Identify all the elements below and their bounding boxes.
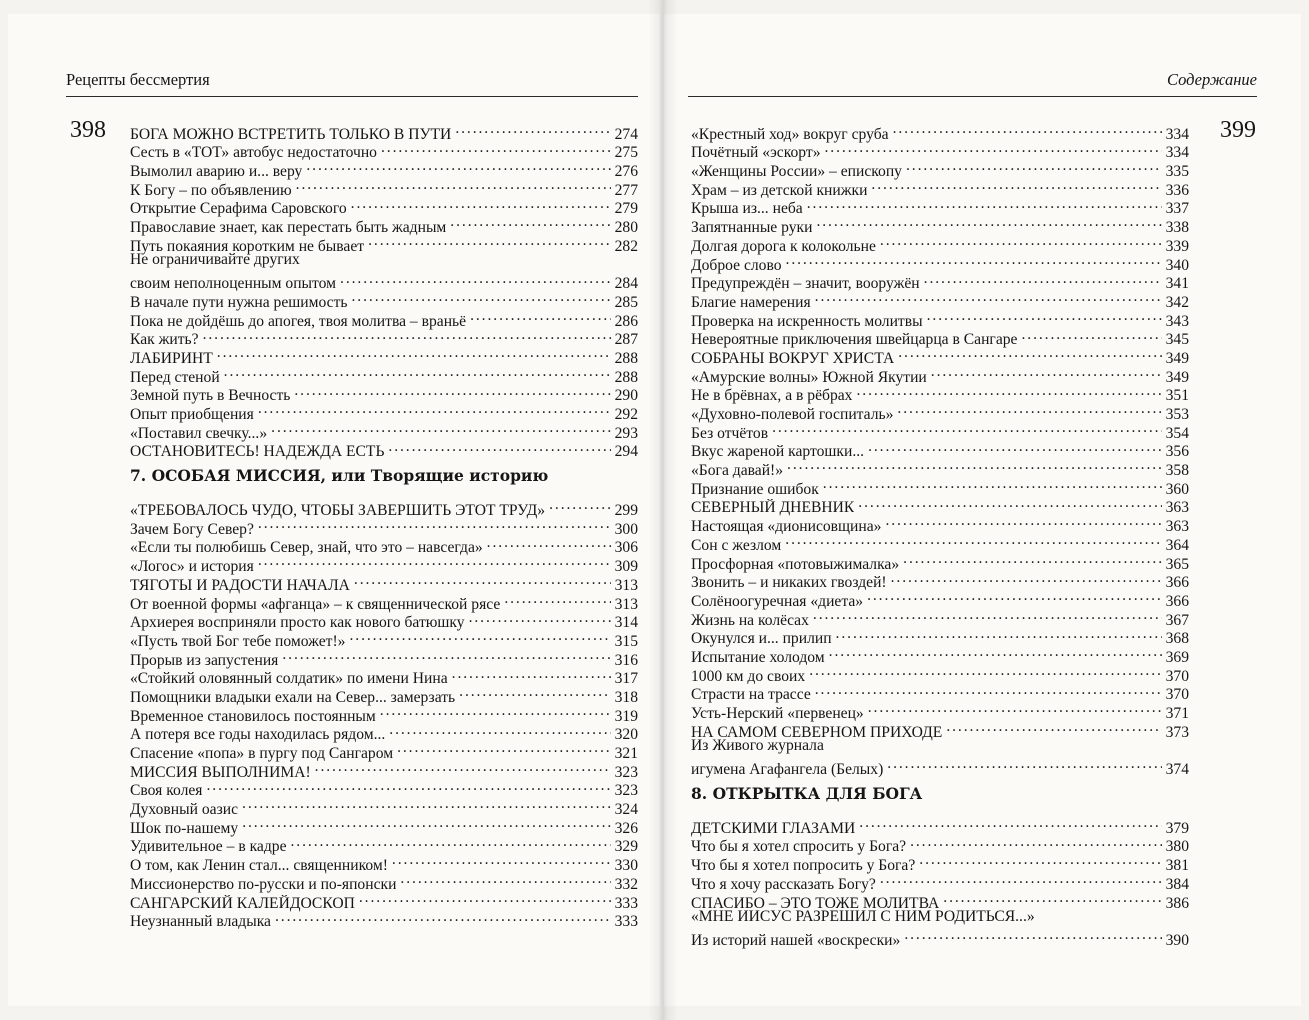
toc-entry-page: 365 xyxy=(1165,555,1189,573)
toc-entry-page: 364 xyxy=(1165,536,1189,554)
toc-entry-title: Храм – из детской книжки xyxy=(691,181,868,199)
dot-leader xyxy=(242,814,610,833)
toc-entry-page: 333 xyxy=(614,894,638,912)
dot-leader xyxy=(354,571,611,590)
toc-entry-title: Из историй нашей «воскрески» xyxy=(691,931,901,949)
toc-entry-title: Не в брёвнах, а в рёбрах xyxy=(691,387,853,405)
toc-entry-title: «Духовно-полевой госпиталь» xyxy=(691,406,894,423)
toc-entry-page: 300 xyxy=(614,520,638,538)
toc-entry-page: 294 xyxy=(614,443,638,461)
toc-entry-title: Страсти на трассе xyxy=(691,686,811,704)
dot-leader xyxy=(946,718,1161,737)
dot-leader xyxy=(856,382,1161,401)
toc-right xyxy=(691,120,1189,949)
toc-entry-page: 317 xyxy=(614,670,638,688)
toc-entry-title: Помощники владыки ехали на Север... замерзать xyxy=(130,688,456,706)
dot-leader xyxy=(885,512,1161,531)
toc-entry-title: ЛАБИРИНТ xyxy=(130,349,213,367)
toc-entry xyxy=(691,120,1189,143)
toc-entry-title: Временное становилось постоянным xyxy=(130,707,376,725)
dot-leader xyxy=(813,606,1162,625)
dot-leader xyxy=(858,494,1161,513)
dot-leader xyxy=(910,833,1162,852)
toc-entry-page: 329 xyxy=(614,838,638,856)
toc-entry-page: 277 xyxy=(614,181,638,199)
toc-entry-title: СЕВЕРНЫЙ ДНЕВНИК xyxy=(691,499,855,517)
toc-entry-page: 371 xyxy=(1165,705,1189,722)
toc-entry-title: «ТРЕБОВАЛОСЬ ЧУДО, ЧТОБЫ ЗАВЕРШИТЬ ЭТОТ ТРУД» xyxy=(130,502,546,520)
toc-entry-title: ОСТАНОВИТЕСЬ! НАДЕЖДА ЕСТЬ xyxy=(130,443,385,461)
toc-entry-page: 274 xyxy=(614,125,638,143)
toc-entry-title: своим неполноценным опытом xyxy=(130,275,337,293)
dot-leader xyxy=(815,681,1162,700)
toc-entry-page: 336 xyxy=(1165,181,1189,199)
toc-entry-page: 366 xyxy=(1165,574,1189,592)
dot-leader xyxy=(880,232,1162,251)
toc-entry-title: СПАСИБО – ЭТО ТОЖЕ МОЛИТВА xyxy=(691,894,940,912)
toc-entry-page: 374 xyxy=(1165,761,1189,779)
toc-entry-title: ДЕТСКИМИ ГЛАЗАМИ xyxy=(691,819,856,837)
toc-entry-title: Невероятные приключения швейцарца в Сангаре xyxy=(691,331,1018,349)
dot-leader xyxy=(549,496,611,515)
dot-leader xyxy=(893,120,1162,139)
toc-entry-title: Спасение «попа» в пургу под Сангаром xyxy=(130,745,394,762)
book-gutter xyxy=(648,0,678,1020)
dot-leader xyxy=(1021,326,1161,345)
toc-entry-title: Как жить? xyxy=(130,331,199,349)
toc-entry-page: 386 xyxy=(1165,894,1189,912)
toc-entry-page: 381 xyxy=(1165,857,1189,875)
dot-leader xyxy=(772,419,1162,438)
toc-entry-title: Вымолил аварию и... веру xyxy=(130,163,303,181)
dot-leader xyxy=(217,344,611,363)
toc-entry-page: 313 xyxy=(614,576,638,594)
toc-entry-title: Не ограничивайте других xyxy=(130,250,300,268)
toc-entry-title: Что бы я хотел спросить у Бога? xyxy=(691,838,907,856)
toc-entry xyxy=(130,270,638,293)
toc-entry-title: Запятнанные руки xyxy=(691,219,813,237)
left-page xyxy=(8,14,660,1006)
dot-leader xyxy=(904,926,1161,945)
toc-entry-page: 318 xyxy=(614,688,638,706)
toc-entry-page: 368 xyxy=(1165,630,1189,648)
dot-leader xyxy=(924,270,1162,289)
dot-leader xyxy=(836,625,1162,644)
toc-entry-title: Открытие Серафима Саровского xyxy=(130,200,347,218)
toc-entry-title: В начале пути нужна решимость xyxy=(130,293,348,311)
toc-entry-title: Доброе слово xyxy=(691,256,782,274)
toc-entry-title: Что я хочу рассказать Богу? xyxy=(691,875,876,893)
toc-entry-page: 356 xyxy=(1165,443,1189,461)
toc-entry-page: 313 xyxy=(614,595,638,613)
dot-leader xyxy=(296,176,611,195)
toc-entry xyxy=(691,926,1189,949)
toc-entry-page: 363 xyxy=(1165,518,1189,536)
toc-entry-page: 369 xyxy=(1165,648,1189,666)
toc-entry-title: Сесть в «ТОТ» автобус недостаточно xyxy=(130,144,377,162)
dot-leader xyxy=(807,195,1162,214)
toc-entry-page: 279 xyxy=(614,200,638,218)
toc-entry xyxy=(691,755,1189,779)
toc-entry-page: 384 xyxy=(1165,875,1189,893)
toc-entry-title: Испытание холодом xyxy=(691,648,825,666)
toc-entry-page: 335 xyxy=(1165,163,1189,181)
toc-entry-title: Православие знает, как перестать быть жадным xyxy=(130,219,447,237)
toc-entry-title: «Стойкий оловянный солдатик» по имени Нина xyxy=(130,670,448,688)
toc-entry-page: 380 xyxy=(1165,838,1189,856)
toc-entry-page: 354 xyxy=(1165,424,1189,442)
toc-entry-title: МИССИЯ ВЫПОЛНИМА! xyxy=(130,763,311,781)
dot-leader xyxy=(351,195,611,214)
toc-entry xyxy=(130,326,638,349)
dot-leader xyxy=(203,326,611,345)
dot-leader xyxy=(459,683,610,702)
toc-entry-title: Удивительное – в кадре xyxy=(130,838,287,856)
dot-leader xyxy=(380,702,611,721)
section-heading: 8. ОТКРЫТКА ДЛЯ БОГА xyxy=(691,784,923,804)
dot-leader xyxy=(943,889,1161,908)
toc-entry-title: Просфорная «потовыжималка» xyxy=(691,555,900,573)
dot-leader xyxy=(224,363,611,382)
dot-leader xyxy=(887,755,1161,774)
toc-entry-title: «Пусть твой Бог тебе поможет!» xyxy=(130,632,346,650)
toc-entry-title: Пока не дойдёшь до апогея, твоя молитва – враньё xyxy=(130,312,467,330)
dot-leader xyxy=(859,814,1161,833)
toc-entry-page: 293 xyxy=(614,424,638,442)
dot-leader xyxy=(867,587,1162,606)
toc-entry-page: 339 xyxy=(1165,237,1189,255)
dot-leader xyxy=(450,213,610,232)
toc-entry-page: 351 xyxy=(1165,387,1189,405)
toc-subheading: «МНЕ ИИСУС РАЗРЕШИЛ С НИМ РОДИТЬСЯ...» xyxy=(691,907,1035,925)
dot-leader xyxy=(397,739,611,758)
toc-entry-page: 284 xyxy=(614,275,638,293)
dot-leader xyxy=(919,851,1161,870)
toc-entry-page: 286 xyxy=(614,312,638,330)
toc-entry-title: Неузнанный владыка xyxy=(130,913,271,931)
toc-entry-page: 341 xyxy=(1165,275,1189,293)
toc-entry-title: «Если ты полюбишь Север, знай, что это – навсегда» xyxy=(130,539,483,557)
toc-entry-title: «Бога давай!» xyxy=(691,462,784,480)
toc-entry-page: 338 xyxy=(1165,219,1189,237)
toc-entry-title: Опыт приобщения xyxy=(130,406,254,423)
toc-entry-page: 324 xyxy=(614,801,638,819)
toc-entry-title: Окунулся и... прилип xyxy=(691,630,832,648)
toc-entry-page: 343 xyxy=(1165,312,1189,330)
dot-leader xyxy=(389,721,610,740)
page-number-right: 399 xyxy=(1220,117,1256,143)
dot-leader xyxy=(452,665,611,684)
toc-entry-page: 367 xyxy=(1165,611,1189,629)
toc-entry-page: 290 xyxy=(614,387,638,405)
dot-leader xyxy=(931,363,1162,382)
toc-entry-page: 315 xyxy=(614,632,638,650)
toc-entry-page: 390 xyxy=(1165,931,1189,949)
dot-leader xyxy=(898,344,1161,363)
toc-entry-title: «Амурские волны» Южной Якутии xyxy=(691,368,927,386)
dot-leader xyxy=(816,213,1161,232)
running-head-right: Содержание xyxy=(688,70,1257,97)
right-page xyxy=(664,14,1301,1006)
toc-entry-title: Проверка на искренность молитвы xyxy=(691,312,923,330)
dot-leader xyxy=(306,157,610,176)
toc-entry-page: 288 xyxy=(614,349,638,367)
toc-entry-title: О том, как Ленин стал... священником! xyxy=(130,857,388,875)
toc-left xyxy=(130,120,638,931)
toc-entry xyxy=(130,496,638,520)
dot-leader xyxy=(340,270,611,289)
dot-leader xyxy=(349,627,610,646)
toc-entry-title: Без отчётов xyxy=(691,424,769,442)
toc-entry-page: 320 xyxy=(614,726,638,744)
toc-entry-page: 299 xyxy=(614,502,638,520)
toc-entry-page: 280 xyxy=(614,219,638,237)
toc-entry-title: ТЯГОТЫ И РАДОСТИ НАЧАЛА xyxy=(130,576,350,594)
toc-entry-page: 370 xyxy=(1165,686,1189,704)
dot-leader xyxy=(903,550,1161,569)
toc-entry-title: Настоящая «дионисовщина» xyxy=(691,518,882,536)
toc-entry-page: 275 xyxy=(614,144,638,162)
toc-entry-page: 326 xyxy=(614,819,638,837)
toc-entry-title: К Богу – по объявлению xyxy=(130,181,292,199)
toc-entry-page: 345 xyxy=(1165,331,1189,349)
toc-entry-page: 288 xyxy=(614,368,638,386)
dot-leader xyxy=(825,139,1162,158)
dot-leader xyxy=(271,419,610,438)
toc-entry-title: Сон с жезлом xyxy=(691,536,782,554)
dot-leader xyxy=(291,833,611,852)
toc-entry-page: 337 xyxy=(1165,200,1189,218)
dot-leader xyxy=(927,307,1162,326)
toc-entry-title: Шок по-нашему xyxy=(130,819,239,837)
dot-leader xyxy=(787,456,1162,475)
toc-entry-title: Миссионерство по-русски и по-японски xyxy=(130,875,397,893)
dot-leader xyxy=(392,851,611,870)
toc-entry-title: НА САМОМ СЕВЕРНОМ ПРИХОДЕ xyxy=(691,723,943,741)
dot-leader xyxy=(469,609,611,628)
toc-entry-page: 366 xyxy=(1165,592,1189,610)
toc-entry-title: Признание ошибок xyxy=(691,480,819,498)
dot-leader xyxy=(880,870,1162,889)
toc-entry xyxy=(130,795,638,819)
toc-entry-page: 287 xyxy=(614,331,638,349)
toc-entry-page: 276 xyxy=(614,163,638,181)
toc-entry-title: САНГАРСКИЙ КАЛЕЙДОСКОП xyxy=(130,894,355,912)
dot-leader xyxy=(388,438,610,457)
toc-entry-page: 334 xyxy=(1165,144,1189,162)
dot-leader xyxy=(786,251,1162,270)
toc-entry-title: Солёноогуречная «диета» xyxy=(691,592,864,610)
dot-leader xyxy=(871,176,1161,195)
dot-leader xyxy=(504,590,610,609)
toc-entry-title: игумена Агафангела (Белых) xyxy=(691,761,884,779)
dot-leader xyxy=(785,531,1161,550)
running-head-left: Рецепты бессмертия xyxy=(66,70,638,97)
toc-entry-title: Жизнь на колёсах xyxy=(691,611,809,629)
toc-entry-page: 323 xyxy=(614,763,638,781)
toc-entry-title: Благие намерения xyxy=(691,293,811,311)
dot-leader xyxy=(206,777,610,796)
toc-entry xyxy=(130,120,638,143)
toc-entry-title: Усть-Нерский «первенец» xyxy=(691,705,864,722)
dot-leader xyxy=(258,400,611,419)
toc-entry-page: 282 xyxy=(614,237,638,255)
toc-entry xyxy=(130,344,638,367)
toc-entry-title: От военной формы «афганца» – к священнической рясе xyxy=(130,595,501,613)
toc-entry-title: СОБРАНЫ ВОКРУГ ХРИСТА xyxy=(691,349,895,367)
toc-entry-page: 370 xyxy=(1165,667,1189,685)
toc-entry-page: 314 xyxy=(614,614,638,632)
toc-entry-title: Крыша из... неба xyxy=(691,200,803,218)
toc-entry-page: 316 xyxy=(614,651,638,669)
toc-entry-page: 292 xyxy=(614,406,638,423)
toc-entry-page: 358 xyxy=(1165,462,1189,480)
toc-entry-title: Перед стеной xyxy=(130,368,220,386)
toc-entry-title: Своя колея xyxy=(130,782,203,800)
dot-leader xyxy=(470,307,611,326)
dot-leader xyxy=(829,643,1162,662)
toc-entry-title: «Логос» и история xyxy=(130,558,254,576)
dot-leader xyxy=(368,232,611,251)
toc-entry-page: 340 xyxy=(1165,256,1189,274)
toc-entry-title: Звонить – и никаких гвоздей! xyxy=(691,574,887,592)
dot-leader xyxy=(242,795,611,814)
toc-entry-title: Архиерея восприняли просто как нового батюшку xyxy=(130,614,465,632)
dot-leader xyxy=(294,382,610,401)
toc-entry-page: 379 xyxy=(1165,819,1189,837)
dot-leader xyxy=(455,120,610,139)
toc-entry-title: А потеря все годы находилась рядом... xyxy=(130,726,386,744)
dot-leader xyxy=(315,758,611,777)
toc-entry-page: 306 xyxy=(614,539,638,557)
toc-entry xyxy=(691,814,1189,837)
toc-entry-title: Земной путь в Вечность xyxy=(130,387,291,405)
toc-entry-page: 342 xyxy=(1165,293,1189,311)
dot-leader xyxy=(359,889,611,908)
toc-entry-page: 285 xyxy=(614,293,638,311)
toc-entry-title: Путь покаяния коротким не бывает xyxy=(130,237,365,255)
toc-entry-page: 333 xyxy=(614,913,638,931)
dot-leader xyxy=(400,870,610,889)
toc-entry-page: 330 xyxy=(614,857,638,875)
dot-leader xyxy=(868,699,1162,718)
dot-leader xyxy=(868,438,1162,457)
dot-leader xyxy=(352,288,611,307)
toc-entry-title: Что бы я хотел попросить у Бога? xyxy=(691,857,916,875)
toc-entry-page: 323 xyxy=(614,782,638,800)
toc-entry-page: 353 xyxy=(1165,406,1189,423)
toc-entry-page: 309 xyxy=(614,558,638,576)
dot-leader xyxy=(381,139,611,158)
toc-entry-page: 321 xyxy=(614,745,638,762)
toc-entry-title: Предупреждён – значит, вооружён xyxy=(691,275,920,293)
toc-entry-title: 1000 км до своих xyxy=(691,667,806,685)
dot-leader xyxy=(258,552,611,571)
toc-entry-title: БОГА МОЖНО ВСТРЕТИТЬ ТОЛЬКО В ПУТИ xyxy=(130,125,452,143)
toc-entry-page: 349 xyxy=(1165,368,1189,386)
toc-entry-title: Зачем Богу Север? xyxy=(130,520,254,538)
page-number-left: 398 xyxy=(70,117,106,143)
dot-leader xyxy=(823,475,1162,494)
toc-entry-page: 332 xyxy=(614,875,638,893)
toc-entry-title: Прорыв из запустения xyxy=(130,651,279,669)
dot-leader xyxy=(258,515,611,534)
dot-leader xyxy=(891,569,1162,588)
toc-entry-title: Долгая дорога к колокольне xyxy=(691,237,876,255)
toc-entry-title: Из Живого журнала xyxy=(691,736,824,754)
dot-leader xyxy=(906,157,1162,176)
toc-entry-title: «Поставил свечку...» xyxy=(130,424,268,442)
dot-leader xyxy=(897,400,1161,419)
toc-entry-page: 349 xyxy=(1165,349,1189,367)
section-heading: 7. ОСОБАЯ МИССИЯ, или Творящие историю xyxy=(130,466,549,486)
toc-entry-page: 334 xyxy=(1165,125,1189,143)
dot-leader xyxy=(282,646,610,665)
dot-leader xyxy=(275,908,611,927)
toc-entry-title: Вкус жареной картошки... xyxy=(691,443,865,461)
dot-leader xyxy=(809,662,1161,681)
dot-leader xyxy=(815,288,1162,307)
toc-entry-page: 319 xyxy=(614,707,638,725)
toc-entry-page: 360 xyxy=(1165,480,1189,498)
toc-entry-page: 363 xyxy=(1165,499,1189,517)
toc-entry-title: «Женщины России» – епископу xyxy=(691,163,902,181)
toc-entry-title: «Крестный ход» вокруг сруба xyxy=(691,125,889,143)
toc-entry-title: Почётный «эскорт» xyxy=(691,144,821,162)
toc-entry-page: 373 xyxy=(1165,723,1189,741)
toc-entry xyxy=(130,777,638,800)
toc-entry-title: Духовный оазис xyxy=(130,801,239,819)
dot-leader xyxy=(487,534,611,553)
